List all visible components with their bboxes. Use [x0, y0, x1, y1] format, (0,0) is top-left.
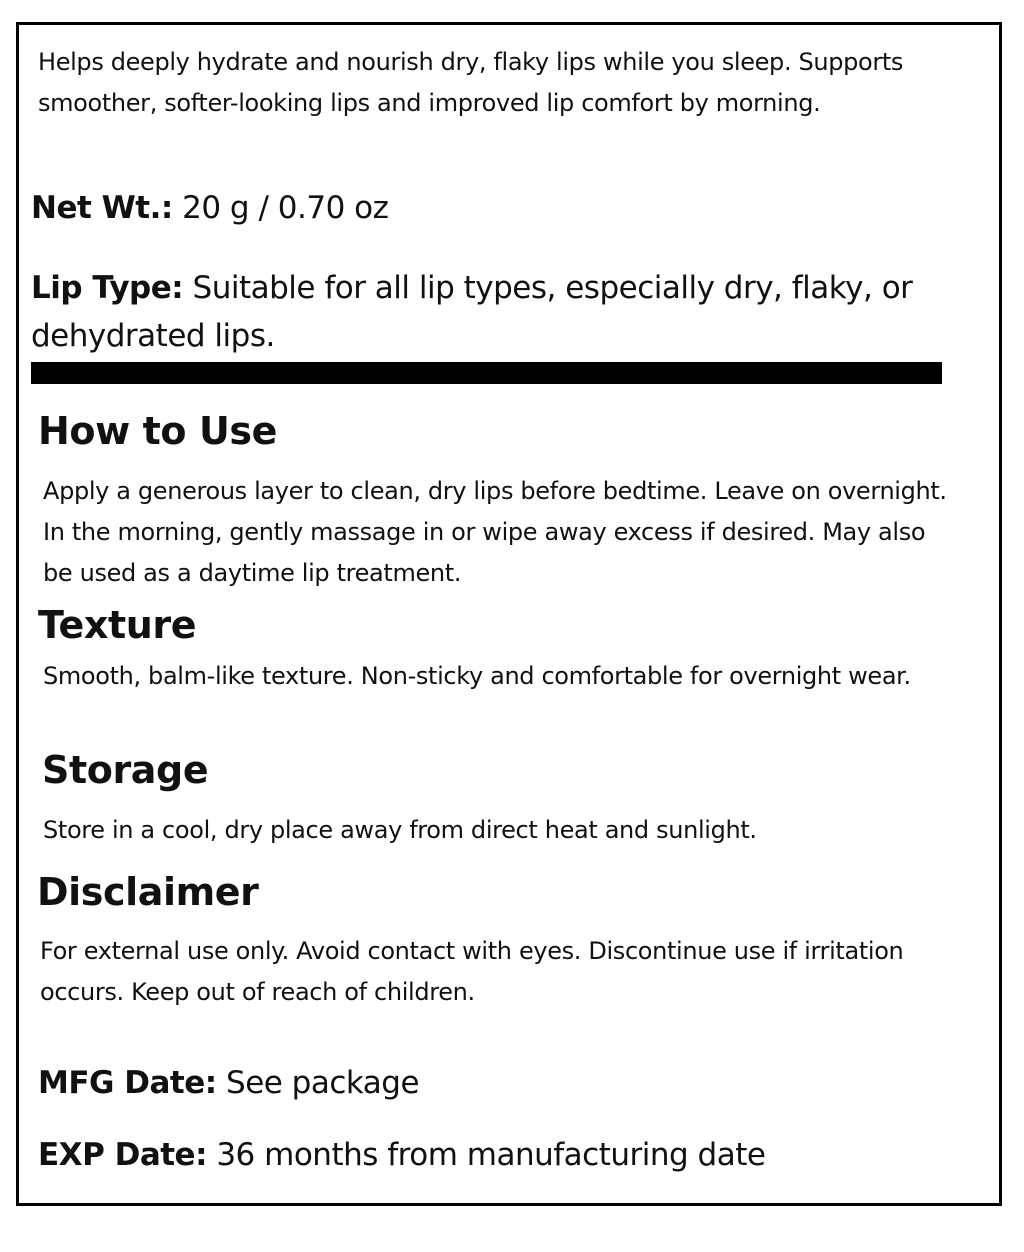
section-divider-bar: [31, 362, 942, 384]
storage-text: Store in a cool, dry place away from direct heat and sunlight.: [43, 816, 757, 844]
texture-heading: Texture: [38, 603, 197, 647]
texture-text: Smooth, balm-like texture. Non-sticky and comfortable for overnight wear.: [43, 662, 911, 690]
net-weight-label: Net Wt.:: [31, 190, 173, 226]
mfg-date-value: See package: [216, 1065, 420, 1101]
net-weight-value: 20 g / 0.70 oz: [172, 190, 389, 226]
net-weight: [31, 184, 388, 232]
exp-date-label: EXP Date:: [38, 1137, 207, 1173]
intro-text: Helps deeply hydrate and nourish dry, flaky lips while you sleep. Supports smoother, softer-looking lips and improved lip comfort by morning.: [38, 48, 904, 117]
how-to-use-heading: How to Use: [38, 409, 277, 453]
exp-date-value: 36 months from manufacturing date: [206, 1137, 766, 1173]
storage-heading: Storage: [42, 748, 209, 792]
lip-type-label: Lip Type:: [31, 270, 184, 306]
mfg-date-label: MFG Date:: [38, 1065, 217, 1101]
exp-date: [38, 1131, 765, 1179]
disclaimer-text: For external use only. Avoid contact with eyes. Discontinue use if irritation occurs. Keep out of reach of children.: [40, 937, 904, 1006]
lip-type-value: Suitable for all lip types, especially dry, flaky, or dehydrated lips.: [31, 270, 913, 354]
mfg-date: [38, 1059, 419, 1107]
lip-type: [31, 264, 941, 360]
disclaimer-heading: Disclaimer: [37, 870, 259, 914]
how-to-use-text: Apply a generous layer to clean, dry lips before bedtime. Leave on overnight. In the morning, gently massage in or wipe away excess if desired. May also be used as a daytime lip treatment.: [43, 477, 947, 587]
